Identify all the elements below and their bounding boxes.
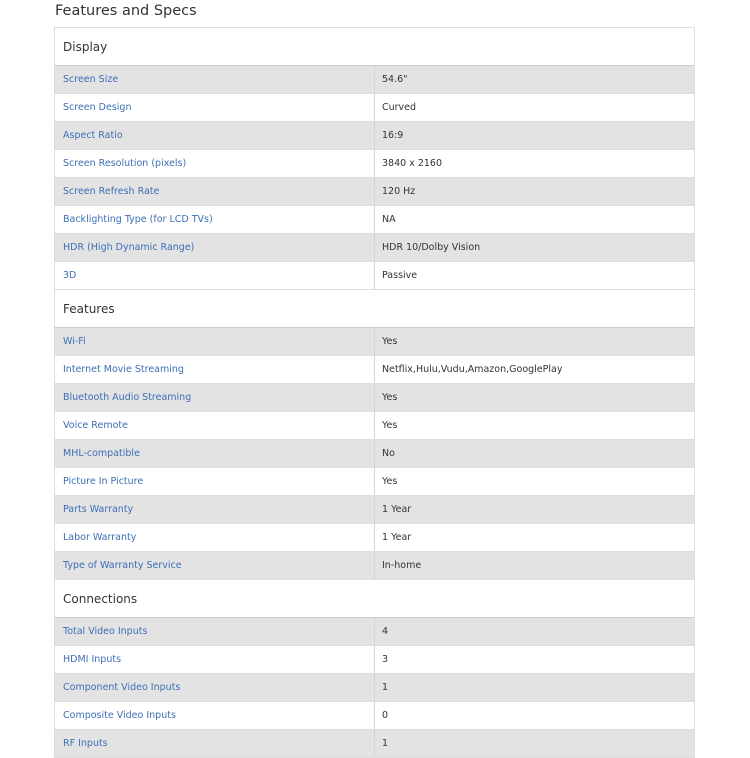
spec-label-link[interactable]: MHL-compatible — [55, 440, 375, 467]
spec-value: Yes — [382, 336, 398, 347]
spec-label-link[interactable]: Labor Warranty — [55, 524, 375, 551]
spec-row — [55, 674, 694, 702]
spec-value: Yes — [382, 476, 398, 487]
spec-label-link[interactable]: Backlighting Type (for LCD TVs) — [55, 206, 375, 233]
spec-value: NA — [382, 214, 396, 225]
spec-row — [55, 66, 694, 94]
spec-label-link[interactable]: Voice Remote — [55, 412, 375, 439]
spec-row — [55, 234, 694, 262]
spec-value: Yes — [382, 392, 398, 403]
spec-value: Passive — [382, 270, 418, 281]
section-header-connections: Connections — [55, 580, 694, 618]
spec-row — [55, 524, 694, 552]
spec-label-link[interactable]: Aspect Ratio — [55, 122, 375, 149]
spec-value: 120 Hz — [382, 186, 416, 197]
spec-label-link[interactable]: Screen Size — [55, 66, 375, 93]
spec-label-link[interactable]: Component Video Inputs — [55, 674, 375, 701]
spec-row — [55, 440, 694, 468]
spec-row — [55, 356, 694, 384]
spec-label-link[interactable]: Screen Resolution (pixels) — [55, 150, 375, 177]
spec-row — [55, 496, 694, 524]
spec-row — [55, 94, 694, 122]
section-header-features: Features — [55, 290, 694, 328]
spec-value: 1 Year — [382, 504, 412, 515]
spec-label-link[interactable]: Type of Warranty Service — [55, 552, 375, 579]
spec-label-link[interactable]: Screen Refresh Rate — [55, 178, 375, 205]
spec-label-link[interactable]: HDMI Inputs — [55, 646, 375, 673]
spec-value: 0 — [382, 710, 389, 721]
spec-row — [55, 122, 694, 150]
spec-label-link[interactable]: Internet Movie Streaming — [55, 356, 375, 383]
spec-row — [55, 552, 694, 580]
page-title: Features and Specs — [55, 3, 197, 19]
spec-row — [55, 730, 694, 758]
spec-value: 16:9 — [382, 130, 404, 141]
spec-value: 1 Year — [382, 532, 412, 543]
spec-value: No — [382, 448, 395, 459]
spec-label-link[interactable]: Wi-Fi — [55, 328, 375, 355]
spec-label-link[interactable]: Picture In Picture — [55, 468, 375, 495]
section-header-display: Display — [55, 28, 694, 66]
spec-row — [55, 412, 694, 440]
spec-row — [55, 262, 694, 290]
spec-row — [55, 646, 694, 674]
spec-row — [55, 328, 694, 356]
spec-label-link[interactable]: Bluetooth Audio Streaming — [55, 384, 375, 411]
spec-value: 3 — [382, 654, 389, 665]
spec-value: HDR 10/Dolby Vision — [382, 242, 481, 253]
spec-value: Netflix,Hulu,Vudu,Amazon,GooglePlay — [382, 364, 563, 375]
spec-value: 1 — [382, 682, 389, 693]
spec-row — [55, 702, 694, 730]
spec-label-link[interactable]: HDR (High Dynamic Range) — [55, 234, 375, 261]
spec-value: Curved — [382, 102, 417, 113]
spec-value: Yes — [382, 420, 398, 431]
spec-label-link[interactable]: 3D — [55, 262, 375, 289]
spec-value: 3840 x 2160 — [382, 158, 443, 169]
spec-value: 4 — [382, 626, 389, 637]
spec-label-link[interactable]: RF Inputs — [55, 730, 375, 757]
spec-label-link[interactable]: Parts Warranty — [55, 496, 375, 523]
spec-label-link[interactable]: Total Video Inputs — [55, 618, 375, 645]
spec-row — [55, 206, 694, 234]
spec-value: In-home — [382, 560, 422, 571]
spec-row — [55, 384, 694, 412]
spec-label-link[interactable]: Screen Design — [55, 94, 375, 121]
spec-label-link[interactable]: Composite Video Inputs — [55, 702, 375, 729]
spec-row — [55, 618, 694, 646]
spec-row — [55, 150, 694, 178]
spec-value: 1 — [382, 738, 389, 749]
spec-row — [55, 468, 694, 496]
specs-table — [54, 27, 695, 758]
spec-value: 54.6" — [382, 74, 408, 85]
spec-row — [55, 178, 694, 206]
